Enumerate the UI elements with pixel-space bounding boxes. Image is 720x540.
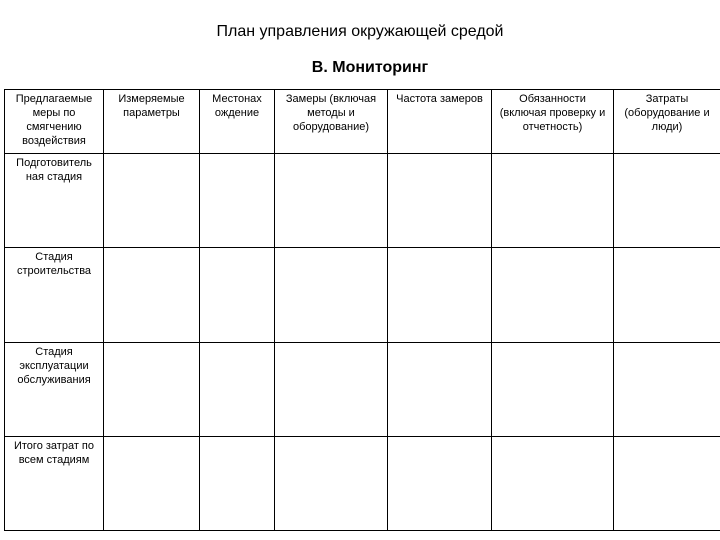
table-cell — [614, 154, 720, 248]
header-measurements: Замеры (включая методы и оборудование) — [275, 90, 388, 154]
table-cell — [200, 436, 275, 530]
table-cell — [275, 248, 388, 342]
section-title: В. Мониторинг — [311, 59, 429, 76]
table-cell — [104, 248, 200, 342]
table-cell — [492, 248, 614, 342]
table-cell — [614, 248, 720, 342]
table-cell — [388, 342, 492, 436]
table-cell — [104, 154, 200, 248]
table-cell — [275, 154, 388, 248]
table-row — [5, 248, 720, 342]
table-cell — [492, 154, 614, 248]
table-row — [5, 154, 720, 248]
table-cell — [200, 154, 275, 248]
table-header-row — [5, 90, 720, 154]
table-cell — [388, 154, 492, 248]
table-cell — [104, 436, 200, 530]
table-cell — [492, 436, 614, 530]
header-mitigation-measures: Предлагаемые меры по смягчению воздействия — [5, 90, 104, 154]
table-row — [5, 342, 720, 436]
header-frequency: Частота замеров — [388, 90, 492, 154]
row-label-total-costs: Итого затрат по всем стадиям — [5, 436, 104, 530]
header-costs: Затраты (оборудование и люди) — [614, 90, 720, 154]
header-measured-parameters: Измеряемые параметры — [104, 90, 200, 154]
table-cell — [388, 436, 492, 530]
table-cell — [104, 342, 200, 436]
row-label-construction-stage: Стадия строительства — [5, 248, 104, 342]
table-cell — [388, 248, 492, 342]
row-label-preparation-stage: Подготовитель ная стадия — [5, 154, 104, 248]
table-row — [5, 436, 720, 530]
header-location: Местонах ождение — [200, 90, 275, 154]
table-cell — [614, 436, 720, 530]
monitoring-table — [4, 89, 720, 531]
table-cell — [275, 436, 388, 530]
table-cell — [492, 342, 614, 436]
table-cell — [614, 342, 720, 436]
table-cell — [275, 342, 388, 436]
row-label-operation-stage: Стадия эксплуатации обслуживания — [5, 342, 104, 436]
header-responsibilities: Обязанности (включая проверку и отчетность) — [492, 90, 614, 154]
table-cell — [200, 248, 275, 342]
table-cell — [200, 342, 275, 436]
page-title: План управления окружающей средой — [216, 23, 504, 40]
